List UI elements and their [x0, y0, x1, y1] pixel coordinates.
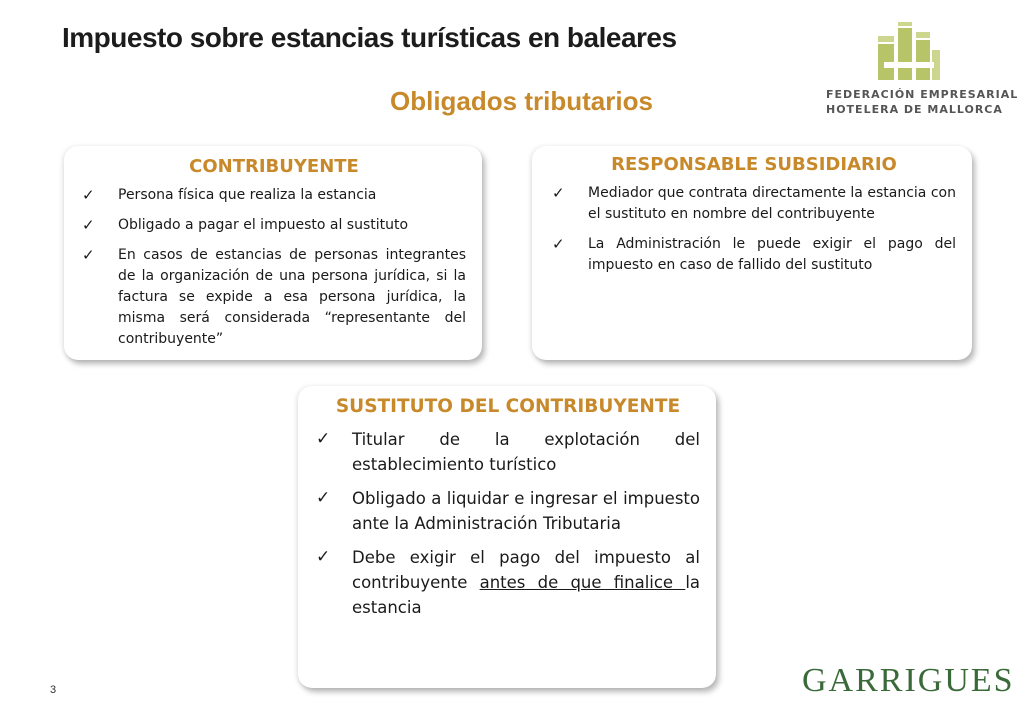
list-item: [82, 185, 466, 206]
list-item-text: Obligado a liquidar e ingresar el impuesto ante la Administración Tributaria: [352, 489, 700, 533]
check-icon: ✓: [82, 216, 95, 234]
list-item: [552, 183, 956, 225]
logo-text-line1: FEDERACIÓN EMPRESARIAL: [826, 88, 1019, 101]
card-title-responsable: RESPONSABLE SUBSIDIARIO: [611, 154, 897, 175]
list-item-text-underlined: antes de que finalice: [479, 573, 686, 592]
list-item-text: Titular de la explotación del establecimiento turístico: [352, 430, 700, 474]
list-item: [316, 545, 700, 620]
check-icon: ✓: [82, 186, 95, 204]
list-item-text-after: la estancia: [352, 573, 701, 617]
card-contribuyente: [64, 146, 482, 360]
list-item-text: La Administración le puede exigir el pago del impuesto en caso de fallido del sustituto: [588, 236, 956, 273]
list-sustituto: [316, 427, 700, 620]
list-responsable: [552, 183, 956, 276]
card-title-sustituto: SUSTITUTO DEL CONTRIBUYENTE: [335, 396, 681, 417]
list-item: [316, 427, 700, 477]
card-title-contribuyente: CONTRIBUYENTE: [189, 156, 359, 177]
page-number: 3: [50, 684, 57, 696]
fehm-building-logo-icon: [878, 22, 940, 82]
list-item-text: Mediador que contrata directamente la estancia con el sustituto en nombre del contribuyente: [588, 185, 956, 222]
card-responsable-subsidiario: [532, 146, 972, 360]
list-item: [82, 215, 466, 236]
list-item: [552, 234, 956, 276]
card-sustituto: [298, 386, 716, 688]
check-icon: ✓: [82, 246, 95, 264]
list-contribuyente: [82, 185, 466, 350]
list-item: [82, 245, 466, 350]
check-icon: ✓: [316, 429, 331, 449]
check-icon: ✓: [552, 235, 565, 253]
list-item-text-before: Debe exigir el pago del impuesto al contribuyente: [352, 548, 700, 592]
garrigues-logo: GARRIGUES: [802, 662, 1015, 699]
page-title: Impuesto sobre estancias turísticas en baleares: [62, 22, 677, 53]
list-item-text: Persona física que realiza la estancia: [118, 187, 377, 203]
check-icon: ✓: [552, 184, 565, 202]
fehm-logo: [826, 22, 1019, 118]
section-subtitle: Obligados tributarios: [390, 86, 653, 116]
list-item: [316, 486, 700, 536]
list-item-text: Obligado a pagar el impuesto al sustituto: [118, 217, 409, 233]
check-icon: ✓: [316, 488, 331, 508]
logo-text-line2: HOTELERA DE MALLORCA: [826, 103, 1003, 116]
check-icon: ✓: [316, 547, 331, 567]
list-item-text: En casos de estancias de personas integrantes de la organización de una persona jurídica, si la factura se expide a esa persona jurídica, la misma será considerada “representante del contribuyente”: [118, 247, 466, 347]
